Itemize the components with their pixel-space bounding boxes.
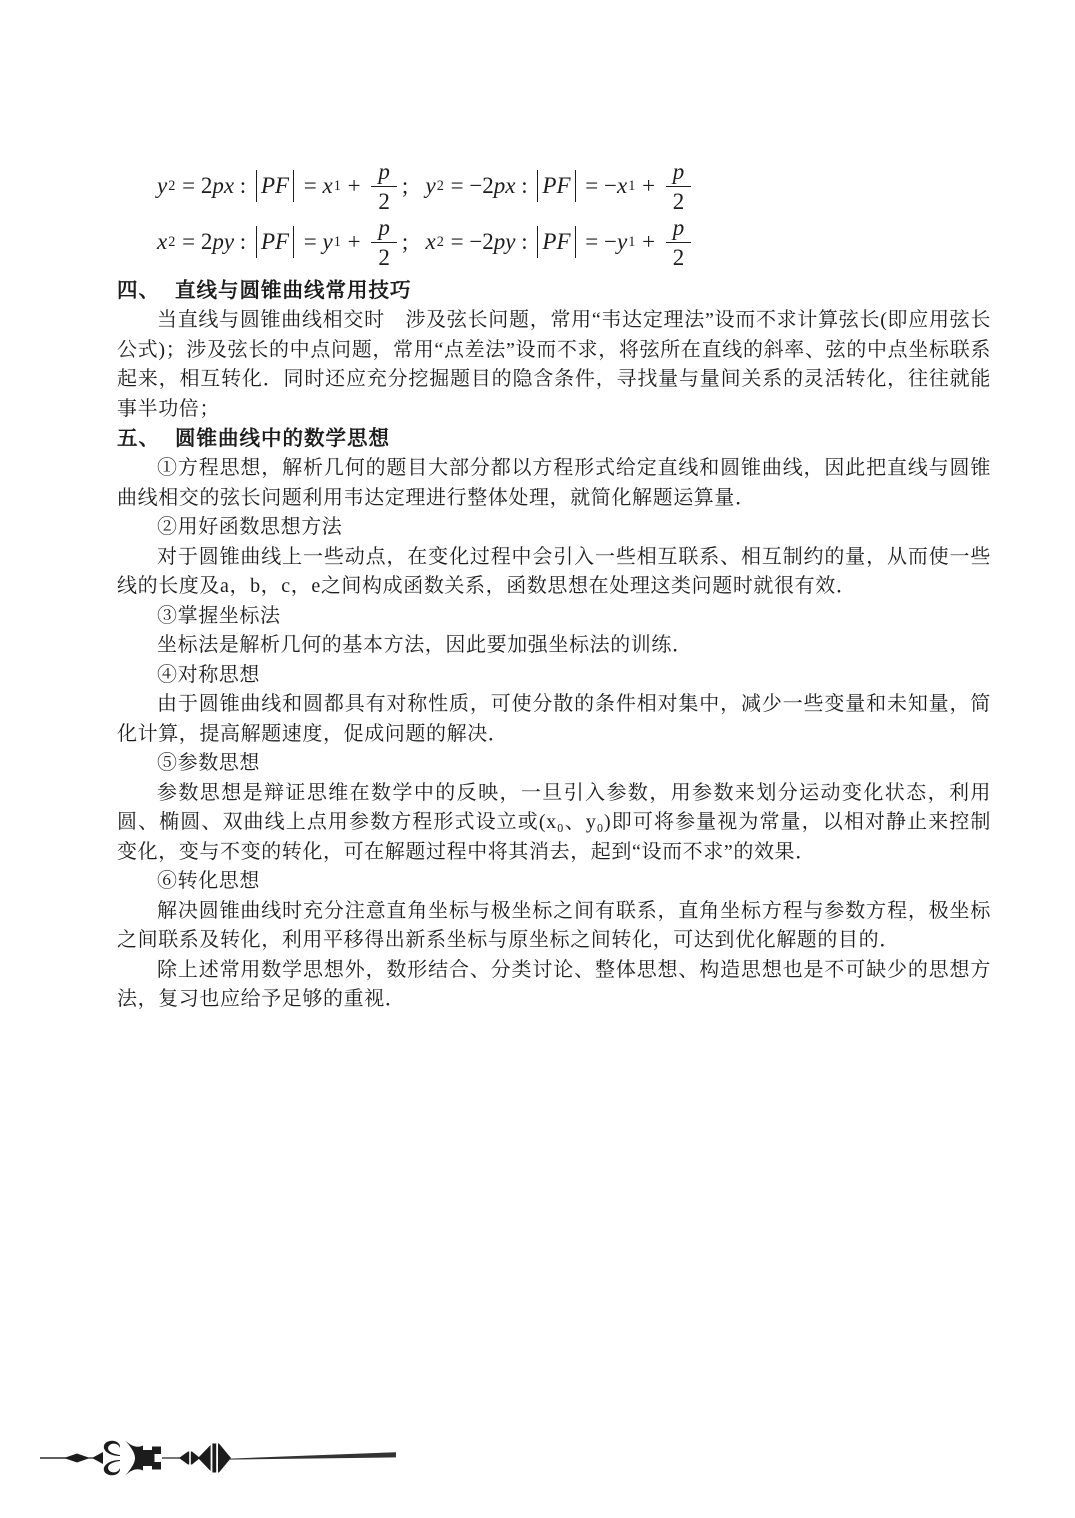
formula-token-var: y (322, 229, 333, 255)
formula-token-var: x (322, 173, 333, 199)
formula-token-var: px (212, 173, 235, 199)
formula-token-op: ; (401, 229, 426, 255)
paragraph-coordinate-method-title: ③掌握坐标法 (157, 604, 281, 627)
paragraph-parameter-thought-title: ⑤参数思想 (157, 752, 260, 774)
formula-token-op: + (341, 229, 367, 255)
formula-token-var: py (212, 229, 235, 255)
paragraph-symmetry-thought-title: ④对称思想 (157, 663, 260, 686)
section-five-heading (117, 424, 991, 454)
paragraph-symmetry-thought-body: 由于圆锥曲线和圆都具有对称性质，可使分散的条件相对集中，减少一些变量和未知量，简化计算，提高解题速度，促成问题的解决． (117, 693, 991, 745)
formula-parabola-x-axis: y 2 = 2 px : PF = x 1 + $\frac{p}{2}$ ; y 2 = −2 px : PF = − x 1 + $\frac{p}{2}$ (157, 158, 991, 214)
formula-token-op: : (234, 229, 252, 255)
formula-token-frac: $\frac{p}{2}$ (666, 216, 692, 269)
formula-token-abs: PF (537, 226, 575, 258)
formula-token-var: px (493, 173, 516, 199)
paragraph-coordinate-method-body: 坐标法是解析几何的基本方法，因此要加强坐标法的训练． (157, 634, 693, 656)
formula-token-op: = 2 (176, 229, 213, 255)
paragraph-transform-thought-body: 解决圆锥曲线时充分注意直角坐标与极坐标之间有联系，直角坐标方程与参数方程，极坐标之间联系及转化，利用平移得出新系坐标与原坐标之间转化，可达到优化解题的目的． (117, 899, 991, 951)
paragraph-closing-remark: 除上述常用数学思想外，数形结合、分类讨论、整体思想、构造思想也是不可缺少的思想方法，复习也应给予足够的重视． (117, 958, 991, 1010)
page-content (117, 158, 991, 1015)
paragraph-function-thought-body: 对于圆锥曲线上一些动点，在变化过程中会引入一些相互联系、相互制约的量，从而使一些线的长度及a，b，c，e之间构成函数关系，函数思想在处理这类问题时就很有效． (117, 545, 991, 597)
formula-token-op: + (636, 173, 661, 199)
formula-token-op: + (341, 173, 367, 199)
formula-parabola-y-axis: x 2 = 2 py : PF = y 1 + $\frac{p}{2}$ ; x 2 = −2 py : PF = − y 1 + $\frac{p}{2}$ (157, 214, 991, 270)
formula-token-var: y (157, 173, 168, 199)
formula-token-abs: PF (537, 170, 575, 202)
formula-token-abs: PF (256, 170, 294, 202)
formula-token-op: : (515, 229, 534, 255)
paragraph-transform-thought-title: ⑥转化思想 (157, 870, 260, 892)
section-four-title: 直线与圆锥曲线常用技巧 (175, 279, 412, 302)
paragraph-parameter-thought-body: 参数思想是辩证思维在数学中的反映，一旦引入参数，用参数来划分运动变化状态，利用圆、椭圆、双曲线上点用参数方程形式设立或(x₀、y₀)即可将参量视为常量，以相对静止来控制变化，变与不变的转化，可在解题过程中将其消去，起到“设而不求”的效果． (117, 781, 991, 863)
formula-token-op: + (636, 229, 661, 255)
formula-token-frac: $\frac{p}{2}$ (666, 160, 692, 213)
paragraph-equation-thought: ①方程思想，解析几何的题目大部分都以方程形式给定直线和圆锥曲线，因此把直线与圆锥曲线相交的弦长问题利用韦达定理进行整体处理，就简化解题运算量． (117, 457, 991, 509)
paragraph-function-thought-title: ②用好函数思想方法 (157, 516, 343, 538)
formula-token-op: : (515, 173, 534, 199)
formula-token-abs: PF (256, 226, 294, 258)
formula-token-op: = 2 (176, 173, 213, 199)
formula-token-var: y (616, 229, 628, 255)
formula-token-var: x (425, 229, 436, 255)
formula-token-frac: $\frac{p}{2}$ (371, 216, 397, 269)
formula-token-op: = − (579, 229, 617, 255)
formula-token-op: = − (579, 173, 617, 199)
formula-token-op: : (234, 173, 252, 199)
formula-token-var: y (425, 173, 436, 199)
section-four-heading (117, 276, 991, 306)
formula-token-op: = −2 (444, 229, 494, 255)
formula-block (157, 158, 991, 270)
formula-token-op: = (298, 173, 323, 199)
section-five-number: 五、 (117, 427, 160, 450)
section-four-number: 四、 (117, 279, 160, 302)
formula-token-var: py (493, 229, 516, 255)
formula-token-op: = (298, 229, 323, 255)
formula-token-var: x (157, 229, 168, 255)
formula-token-op: ; (401, 173, 426, 199)
divider-ornament (40, 1437, 405, 1479)
section-four-paragraph: 当直线与圆锥曲线相交时 涉及弦长问题，常用“韦达定理法”设而不求计算弦长(即应用弦长公式)；涉及弦长的中点问题，常用“点差法”设而不求，将弦所在直线的斜率、弦的中点坐标联系起来，相互转化．同时还应充分挖掘题目的隐含条件，寻找量与量间关系的灵活转化，往往就能事半功倍； (117, 309, 991, 420)
formula-token-var: x (616, 173, 628, 199)
formula-token-op: = −2 (444, 173, 494, 199)
section-five-title: 圆锥曲线中的数学思想 (175, 427, 390, 450)
formula-token-frac: $\frac{p}{2}$ (371, 160, 397, 213)
